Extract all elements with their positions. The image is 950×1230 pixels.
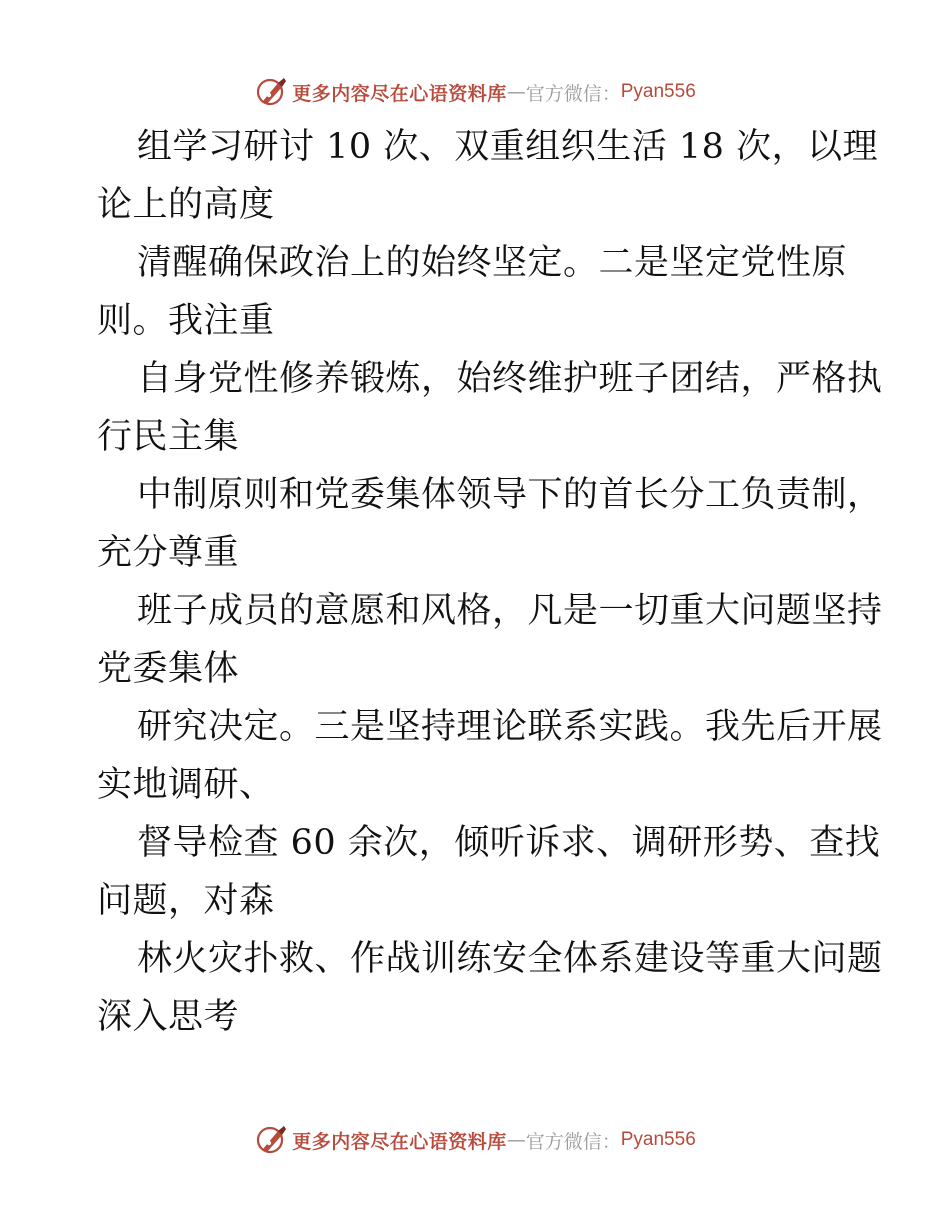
body-line: 问题，对森 <box>97 881 275 921</box>
watermark-id: Pyan556 <box>620 1129 696 1150</box>
body-line: 实地调研、 <box>97 765 275 805</box>
footer-watermark <box>0 1120 950 1160</box>
body-line: 清醒确保政治上的始终坚定。二是坚定党性原 <box>137 243 848 283</box>
body-line: 组学习研讨 10 次、双重组织生活 18 次，以理 <box>137 127 879 167</box>
watermark-official-label: 官方微信： <box>525 1130 621 1153</box>
watermark-id: Pyan556 <box>620 81 696 102</box>
document-body <box>97 118 883 1046</box>
pen-nib-logo-icon <box>254 1123 288 1157</box>
body-line: 则。我注重 <box>97 301 275 341</box>
body-line: 林火灾扑救、作战训练安全体系建设等重大问题 <box>137 939 883 979</box>
body-line: 中制原则和党委集体领导下的首长分工负责制， <box>137 475 883 515</box>
watermark-official-label: 官方微信： <box>525 82 621 105</box>
body-line: 自身党性修养锻炼，始终维护班子团结，严格执 <box>137 359 883 399</box>
watermark-main-text: 更多内容尽在心语资料库 <box>292 82 507 105</box>
watermark-main-text: 更多内容尽在心语资料库 <box>292 1130 507 1153</box>
body-line: 研究决定。三是坚持理论联系实践。我先后开展 <box>137 707 883 747</box>
watermark-dash: — <box>506 81 526 103</box>
body-line: 深入思考 <box>97 997 240 1037</box>
pen-nib-logo-icon <box>254 75 288 109</box>
body-line: 督导检查 60 余次，倾听诉求、调研形势、查找 <box>137 823 881 863</box>
watermark-dash: — <box>506 1129 526 1151</box>
body-line: 行民主集 <box>97 417 240 457</box>
body-line: 党委集体 <box>97 649 240 689</box>
body-line: 论上的高度 <box>97 185 275 225</box>
header-watermark <box>0 72 950 112</box>
body-line: 充分尊重 <box>97 533 240 573</box>
body-line: 班子成员的意愿和风格，凡是一切重大问题坚持 <box>137 591 883 631</box>
